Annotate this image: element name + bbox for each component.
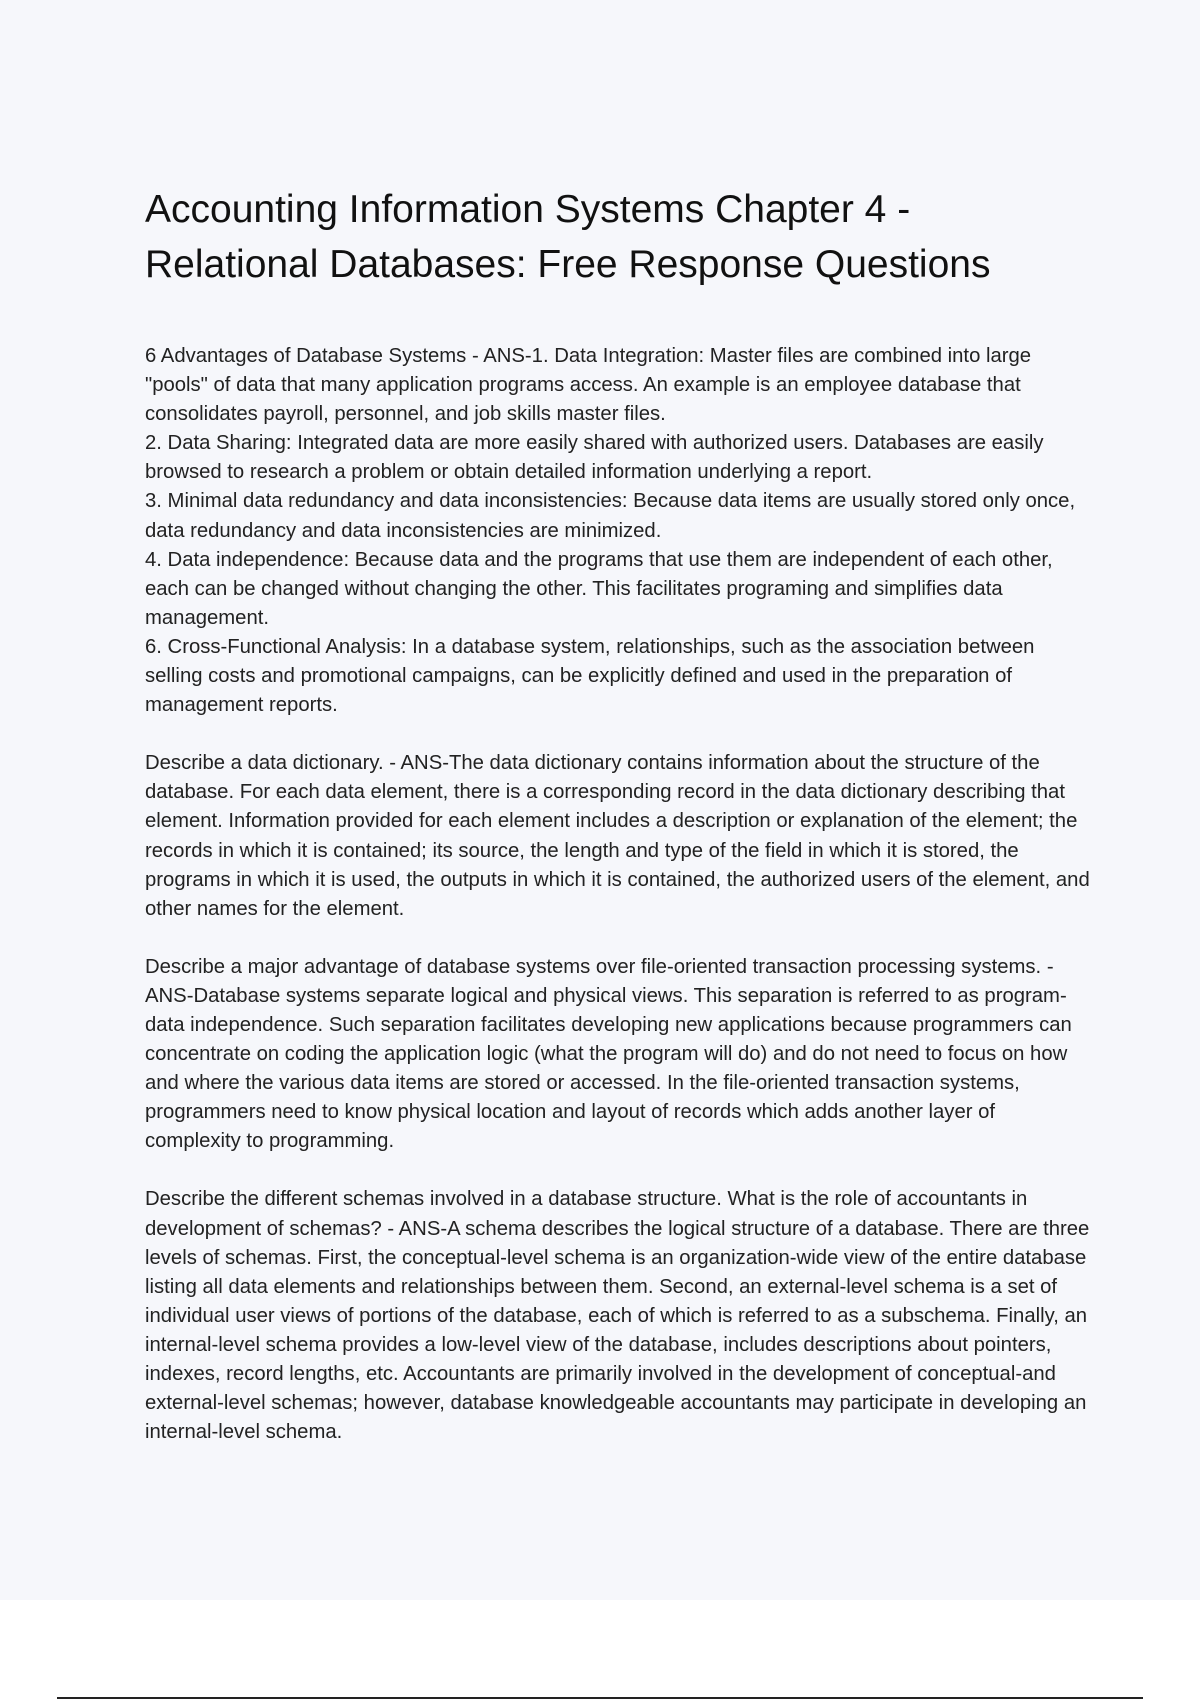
qa-paragraph: Describe the different schemas involved in a database structure. What is the role of accountants in development of schemas? - ANS-A schema describes the logical structure of a database. There are three levels of schemas. First, the conceptual-level schema is an organization-wide view of the entire database listing all data elements and relationships between them. Second, an external-level schema is a set of individual user views of portions of the database, each of which is referred to as a subschema. Finally, an internal-level schema provides a low-level view of the database, includes descriptions about pointers, indexes, record lengths, etc. Accountants are primarily involved in the development of conceptual-and external-level schemas; however, database knowledgeable accountants may participate in developing an internal-level schema. xyxy=(145,1188,1090,1444)
document-title-line-2: Relational Databases: Free Response Questions xyxy=(145,243,991,286)
document-title-line-1: Accounting Information Systems Chapter 4 - xyxy=(145,188,911,231)
qa-paragraph: 3. Minimal data redundancy and data inconsistencies: Because data items are usually stored only once, data redundancy and data inconsistencies are minimized. xyxy=(145,490,1076,542)
qa-paragraph: 4. Data independence: Because data and the programs that use them are independent of each other, each can be changed without changing the other. This facilitates programing and simplifies data management. xyxy=(145,548,1053,629)
qa-block-advantages xyxy=(145,342,1095,720)
qa-paragraph: 6. Cross-Functional Analysis: In a database system, relationships, such as the association between selling costs and promotional campaigns, can be explicitly defined and used in the preparation of management reports. xyxy=(145,635,1035,717)
qa-paragraph: Describe a major advantage of database systems over file-oriented transaction processing systems. - ANS-Database systems separate logical and physical views. This separation is referred to as program-data independence. Such separation facilitates developing new applications because programmers can concentrate on coding the application logic (what the program will do) and do not need to focus on how and where the various data items are stored or accessed. In the file-oriented transaction systems, programmers need to know physical location and layout of records which adds another layer of complexity to programming. xyxy=(145,955,1072,1153)
qa-block-schemas xyxy=(145,1185,1095,1447)
qa-paragraph: Describe a data dictionary. - ANS-The data dictionary contains information about the structure of the database. For each data element, there is a corresponding record in the data dictionary describing that element. Information provided for each element includes a description or explanation of the element; the records in which it is contained; its source, the length and type of the field in which it is stored, the programs in which it is used, the outputs in which it is contained, the authorized users of the element, and other names for the element. xyxy=(145,752,1090,920)
qa-block-data-dictionary xyxy=(145,749,1095,924)
footer-rule xyxy=(57,1697,1143,1699)
qa-block-major-advantage xyxy=(145,953,1095,1157)
document-content xyxy=(145,182,1095,1476)
qa-paragraph: 6 Advantages of Database Systems - ANS-1. Data Integration: Master files are combined into large "pools" of data that many application programs access. An example is an employee database that consolidates payroll, personnel, and job skills master files. xyxy=(145,345,1032,426)
qa-paragraph: 2. Data Sharing: Integrated data are more easily shared with authorized users. Databases are easily browsed to research a problem or obtain detailed information underlying a report. xyxy=(145,432,1044,484)
document-title xyxy=(145,182,1095,292)
